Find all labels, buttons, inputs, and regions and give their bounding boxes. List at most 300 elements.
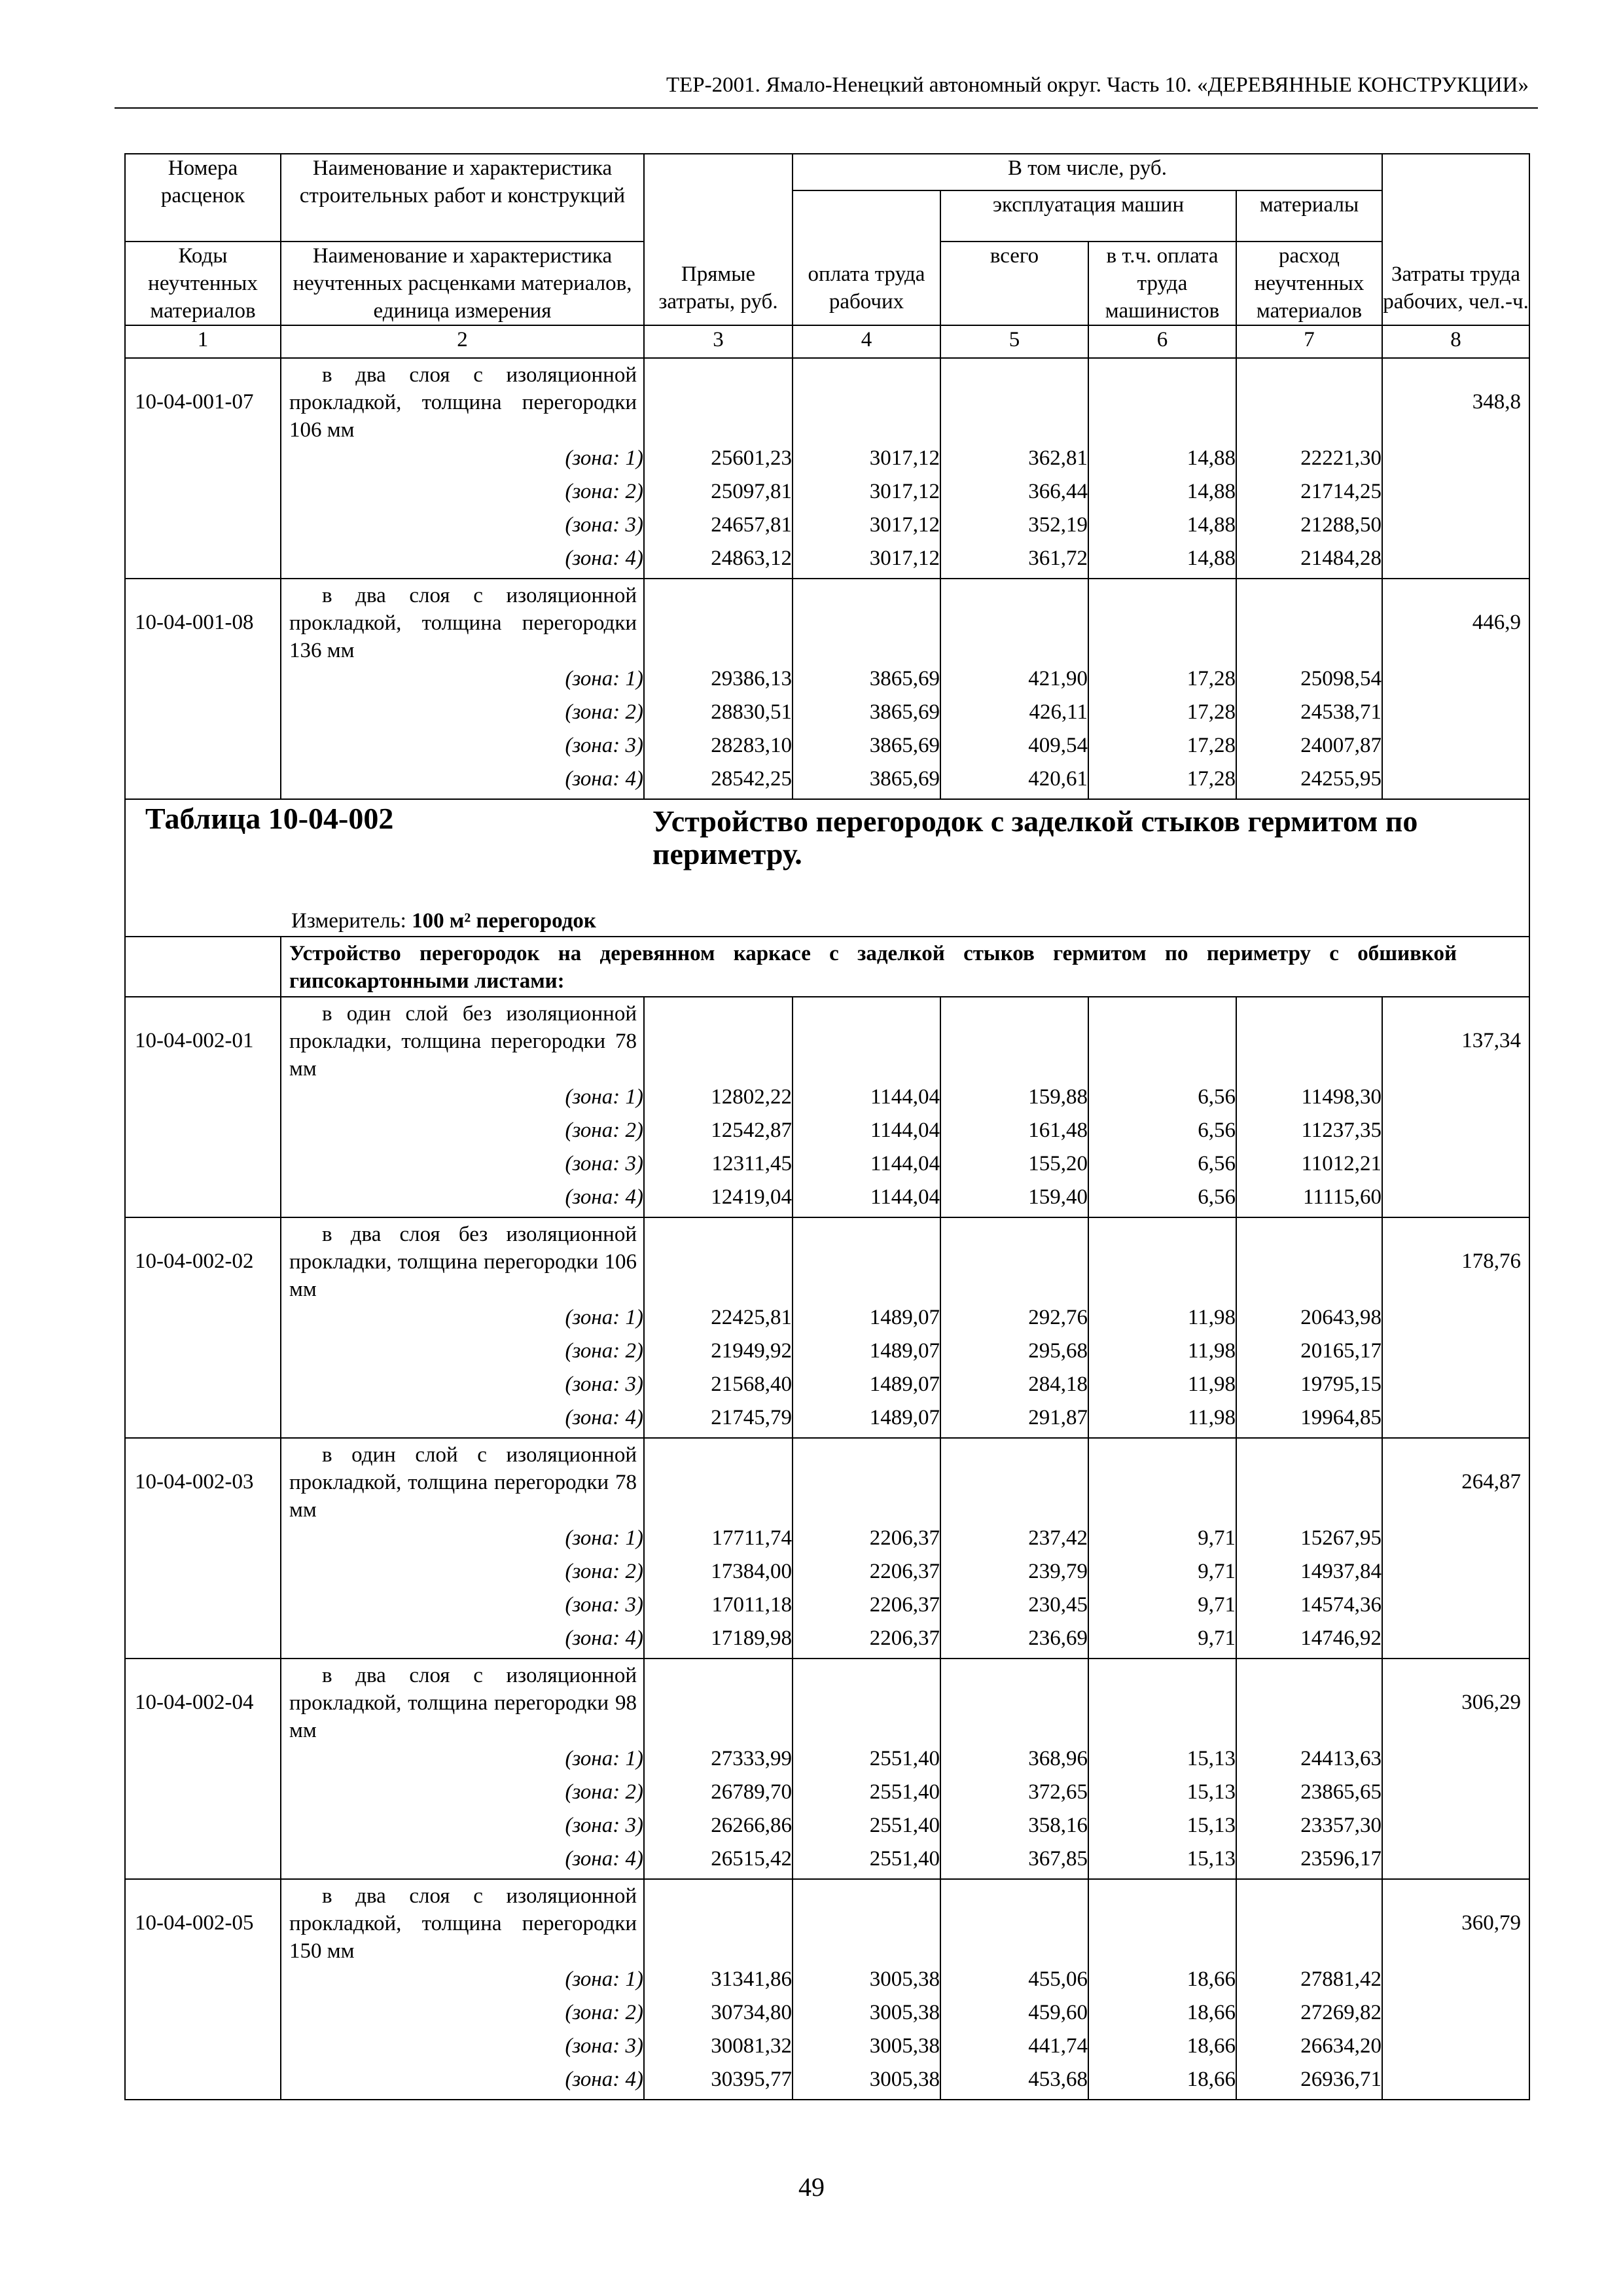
rate-name-text: в один слой без изоляционной прокладки, толщина перегородки 78 мм bbox=[289, 1002, 637, 1081]
empty-cell bbox=[125, 1371, 281, 1404]
zone-value: 25098,54 bbox=[1236, 665, 1382, 698]
empty-cell bbox=[793, 579, 940, 665]
empty-cell bbox=[125, 545, 281, 579]
zone-row bbox=[125, 1183, 1529, 1217]
zone-label: (зона: 2) bbox=[281, 478, 644, 511]
empty-cell bbox=[1088, 1659, 1236, 1745]
table-title: Устройство перегородок с заделкой стыков гермитом по периметру. bbox=[652, 804, 1418, 870]
zone-value: 30081,32 bbox=[644, 2032, 793, 2066]
zone-row bbox=[125, 1624, 1529, 1659]
zone-value: 25601,23 bbox=[644, 444, 793, 478]
empty-cell bbox=[1382, 1624, 1529, 1659]
empty-cell bbox=[125, 1183, 281, 1217]
zone-value: 21484,28 bbox=[1236, 545, 1382, 579]
zone-row bbox=[125, 1558, 1529, 1591]
zone-value: 3005,38 bbox=[793, 1965, 940, 1999]
labor-cost: 446,9 bbox=[1382, 579, 1529, 665]
zone-value: 26515,42 bbox=[644, 1845, 793, 1879]
zone-value: 362,81 bbox=[940, 444, 1088, 478]
zone-value: 2551,40 bbox=[793, 1745, 940, 1778]
rate-title-row bbox=[125, 1659, 1529, 1745]
zone-value: 295,68 bbox=[940, 1337, 1088, 1371]
empty-cell bbox=[125, 1304, 281, 1337]
zone-value: 14,88 bbox=[1088, 545, 1236, 579]
zone-label: (зона: 3) bbox=[281, 511, 644, 545]
zone-value: 18,66 bbox=[1088, 2032, 1236, 2066]
zone-value: 21949,92 bbox=[644, 1337, 793, 1371]
zone-value: 28283,10 bbox=[644, 732, 793, 765]
zone-value: 20643,98 bbox=[1236, 1304, 1382, 1337]
zone-value: 22221,30 bbox=[1236, 444, 1382, 478]
rate-name-text: в два слоя с изоляционной прокладкой, толщина перегородки 106 мм bbox=[289, 363, 637, 442]
empty-cell bbox=[644, 1438, 793, 1524]
zone-value: 284,18 bbox=[940, 1371, 1088, 1404]
rate-title-row bbox=[125, 1438, 1529, 1524]
zone-value: 237,42 bbox=[940, 1524, 1088, 1558]
zone-label: (зона: 3) bbox=[281, 732, 644, 765]
labor-cost: 264,87 bbox=[1382, 1438, 1529, 1524]
empty-cell bbox=[1382, 1337, 1529, 1371]
zone-value: 3005,38 bbox=[793, 2066, 940, 2100]
zone-row bbox=[125, 1778, 1529, 1812]
zone-row bbox=[125, 2066, 1529, 2100]
zone-value: 2551,40 bbox=[793, 1778, 940, 1812]
empty-cell bbox=[125, 1404, 281, 1438]
empty-cell bbox=[644, 1659, 793, 1745]
empty-cell bbox=[1382, 1965, 1529, 1999]
zone-value: 159,88 bbox=[940, 1083, 1088, 1117]
empty-cell bbox=[1236, 579, 1382, 665]
zone-value: 2551,40 bbox=[793, 1845, 940, 1879]
zone-value: 421,90 bbox=[940, 665, 1088, 698]
zone-value: 29386,13 bbox=[644, 665, 793, 698]
zone-value: 28542,25 bbox=[644, 765, 793, 799]
empty-cell bbox=[125, 937, 281, 997]
zone-label: (зона: 4) bbox=[281, 765, 644, 799]
zone-value: 17011,18 bbox=[644, 1591, 793, 1624]
machines-header: эксплуатация машин bbox=[940, 190, 1236, 242]
zone-row bbox=[125, 1304, 1529, 1337]
zone-value: 15,13 bbox=[1088, 1745, 1236, 1778]
empty-cell bbox=[1382, 2032, 1529, 2066]
empty-cell bbox=[125, 1624, 281, 1659]
zone-value: 6,56 bbox=[1088, 1083, 1236, 1117]
empty-cell bbox=[1382, 1524, 1529, 1558]
zone-label: (зона: 3) bbox=[281, 1812, 644, 1845]
empty-cell bbox=[793, 1879, 940, 1965]
zone-value: 455,06 bbox=[940, 1965, 1088, 1999]
empty-cell bbox=[1382, 1558, 1529, 1591]
empty-cell bbox=[125, 511, 281, 545]
zone-value: 17189,98 bbox=[644, 1624, 793, 1659]
zone-label: (зона: 1) bbox=[281, 1965, 644, 1999]
empty-cell bbox=[793, 1659, 940, 1745]
measure-label: Измеритель: bbox=[291, 909, 406, 933]
zone-value: 236,69 bbox=[940, 1624, 1088, 1659]
zone-value: 21714,25 bbox=[1236, 478, 1382, 511]
zone-value: 22425,81 bbox=[644, 1304, 793, 1337]
zone-value: 9,71 bbox=[1088, 1524, 1236, 1558]
zone-row bbox=[125, 1591, 1529, 1624]
zone-value: 26789,70 bbox=[644, 1778, 793, 1812]
rate-title-row bbox=[125, 358, 1529, 444]
col-number: 7 bbox=[1236, 325, 1382, 358]
zone-value: 23357,30 bbox=[1236, 1812, 1382, 1845]
zone-value: 2206,37 bbox=[793, 1624, 940, 1659]
zone-label: (зона: 4) bbox=[281, 2066, 644, 2100]
rate-code: 10-04-002-02 bbox=[125, 1217, 281, 1304]
zone-value: 14746,92 bbox=[1236, 1624, 1382, 1659]
zone-row bbox=[125, 511, 1529, 545]
zone-value: 17,28 bbox=[1088, 665, 1236, 698]
zone-value: 1144,04 bbox=[793, 1150, 940, 1183]
empty-cell bbox=[125, 1337, 281, 1371]
empty-cell bbox=[125, 444, 281, 478]
empty-cell bbox=[940, 1879, 1088, 1965]
zone-value: 31341,86 bbox=[644, 1965, 793, 1999]
zone-value: 21568,40 bbox=[644, 1371, 793, 1404]
empty-cell bbox=[1236, 1659, 1382, 1745]
zone-value: 14937,84 bbox=[1236, 1558, 1382, 1591]
zone-row bbox=[125, 2032, 1529, 2066]
empty-cell bbox=[940, 1659, 1088, 1745]
col-number: 4 bbox=[793, 325, 940, 358]
col-number: 8 bbox=[1382, 325, 1529, 358]
zone-value: 27881,42 bbox=[1236, 1965, 1382, 1999]
zone-value: 6,56 bbox=[1088, 1117, 1236, 1150]
measure-value: 100 м² перегородок bbox=[412, 909, 596, 933]
empty-cell bbox=[1236, 997, 1382, 1083]
zone-row bbox=[125, 765, 1529, 799]
empty-cell bbox=[1382, 1999, 1529, 2032]
zone-label: (зона: 1) bbox=[281, 1304, 644, 1337]
zone-label: (зона: 2) bbox=[281, 1999, 644, 2032]
empty-cell bbox=[125, 1778, 281, 1812]
zone-value: 11237,35 bbox=[1236, 1117, 1382, 1150]
section-subtitle: Устройство перегородок на деревянном каркасе с заделкой стыков гермитом по периметру с обшивкой гипсокартонными листами: bbox=[281, 937, 1529, 997]
zone-value: 3017,12 bbox=[793, 511, 940, 545]
empty-cell bbox=[125, 2066, 281, 2100]
zone-value: 368,96 bbox=[940, 1745, 1088, 1778]
zone-row bbox=[125, 1083, 1529, 1117]
col-1-header-b: Коды неучтенных материалов bbox=[125, 242, 281, 325]
zone-row bbox=[125, 545, 1529, 579]
empty-cell bbox=[793, 358, 940, 444]
zone-value: 15267,95 bbox=[1236, 1524, 1382, 1558]
empty-cell bbox=[644, 579, 793, 665]
zone-value: 26266,86 bbox=[644, 1812, 793, 1845]
zone-label: (зона: 1) bbox=[281, 1524, 644, 1558]
section-title-cell bbox=[125, 799, 1529, 937]
zone-value: 23596,17 bbox=[1236, 1845, 1382, 1879]
zone-value: 367,85 bbox=[940, 1845, 1088, 1879]
zone-value: 25097,81 bbox=[644, 478, 793, 511]
zone-value: 14,88 bbox=[1088, 444, 1236, 478]
rate-name bbox=[281, 1217, 644, 1304]
zone-label: (зона: 4) bbox=[281, 1624, 644, 1659]
zone-label: (зона: 1) bbox=[281, 1745, 644, 1778]
empty-cell bbox=[644, 1217, 793, 1304]
empty-cell bbox=[940, 997, 1088, 1083]
zone-value: 24863,12 bbox=[644, 545, 793, 579]
col-number: 1 bbox=[125, 325, 281, 358]
zone-label: (зона: 4) bbox=[281, 545, 644, 579]
rate-name-text: в два слоя без изоляционной прокладки, толщина перегородки 106 мм bbox=[289, 1223, 637, 1301]
zone-label: (зона: 3) bbox=[281, 2032, 644, 2066]
col-8-header: Затраты труда рабочих, чел.-ч. bbox=[1382, 154, 1529, 325]
zone-value: 26936,71 bbox=[1236, 2066, 1382, 2100]
rate-code: 10-04-002-05 bbox=[125, 1879, 281, 1965]
empty-cell bbox=[1236, 1217, 1382, 1304]
empty-cell bbox=[1382, 511, 1529, 545]
zone-value: 2206,37 bbox=[793, 1591, 940, 1624]
zone-row bbox=[125, 1117, 1529, 1150]
zone-value: 11,98 bbox=[1088, 1404, 1236, 1438]
zone-label: (зона: 2) bbox=[281, 1778, 644, 1812]
empty-cell bbox=[125, 1558, 281, 1591]
zone-value: 420,61 bbox=[940, 765, 1088, 799]
rate-title-row bbox=[125, 579, 1529, 665]
empty-cell bbox=[1088, 579, 1236, 665]
empty-cell bbox=[1382, 1845, 1529, 1879]
rates-table bbox=[124, 153, 1530, 2100]
labor-cost: 360,79 bbox=[1382, 1879, 1529, 1965]
col-number: 2 bbox=[281, 325, 644, 358]
empty-cell bbox=[1088, 1438, 1236, 1524]
included-header: В том числе, руб. bbox=[793, 154, 1382, 190]
col-6-header: в т.ч. оплата труда машинистов bbox=[1088, 242, 1236, 325]
empty-cell bbox=[1088, 1879, 1236, 1965]
zone-value: 453,68 bbox=[940, 2066, 1088, 2100]
zone-value: 18,66 bbox=[1088, 1999, 1236, 2032]
zone-label: (зона: 1) bbox=[281, 444, 644, 478]
zone-row bbox=[125, 478, 1529, 511]
zone-label: (зона: 3) bbox=[281, 1150, 644, 1183]
zone-value: 3865,69 bbox=[793, 698, 940, 732]
zone-value: 1489,07 bbox=[793, 1304, 940, 1337]
zone-value: 409,54 bbox=[940, 732, 1088, 765]
zone-value: 459,60 bbox=[940, 1999, 1088, 2032]
zone-value: 9,71 bbox=[1088, 1558, 1236, 1591]
zone-value: 18,66 bbox=[1088, 1965, 1236, 1999]
zone-value: 12419,04 bbox=[644, 1183, 793, 1217]
rate-name bbox=[281, 1659, 644, 1745]
zone-row bbox=[125, 1845, 1529, 1879]
zone-value: 18,66 bbox=[1088, 2066, 1236, 2100]
empty-cell bbox=[125, 1150, 281, 1183]
empty-cell bbox=[125, 1117, 281, 1150]
subtitle-row bbox=[125, 937, 1529, 997]
zone-label: (зона: 2) bbox=[281, 1558, 644, 1591]
empty-cell bbox=[1382, 1745, 1529, 1778]
rate-code: 10-04-001-08 bbox=[125, 579, 281, 665]
zone-value: 11,98 bbox=[1088, 1371, 1236, 1404]
empty-cell bbox=[1236, 358, 1382, 444]
rate-name-text: в два слоя с изоляционной прокладкой, толщина перегородки 136 мм bbox=[289, 584, 637, 662]
empty-cell bbox=[1088, 1217, 1236, 1304]
zone-value: 155,20 bbox=[940, 1150, 1088, 1183]
zone-value: 291,87 bbox=[940, 1404, 1088, 1438]
empty-cell bbox=[1382, 478, 1529, 511]
zone-row bbox=[125, 1745, 1529, 1778]
zone-value: 24255,95 bbox=[1236, 765, 1382, 799]
zone-value: 3017,12 bbox=[793, 444, 940, 478]
zone-value: 1144,04 bbox=[793, 1117, 940, 1150]
zone-value: 24538,71 bbox=[1236, 698, 1382, 732]
rate-name bbox=[281, 579, 644, 665]
zone-value: 2206,37 bbox=[793, 1558, 940, 1591]
empty-cell bbox=[1382, 765, 1529, 799]
zone-row bbox=[125, 665, 1529, 698]
zone-value: 1144,04 bbox=[793, 1083, 940, 1117]
empty-cell bbox=[1382, 1083, 1529, 1117]
zone-value: 24657,81 bbox=[644, 511, 793, 545]
zone-value: 3865,69 bbox=[793, 665, 940, 698]
zone-value: 15,13 bbox=[1088, 1845, 1236, 1879]
zone-value: 3005,38 bbox=[793, 2032, 940, 2066]
col-2-header-b: Наименование и характеристика неучтенных расценками материалов, единица измерения bbox=[281, 242, 644, 325]
zone-value: 24007,87 bbox=[1236, 732, 1382, 765]
col-7-header: расход неучтенных материалов bbox=[1236, 242, 1382, 325]
empty-cell bbox=[644, 358, 793, 444]
empty-cell bbox=[125, 478, 281, 511]
empty-cell bbox=[1382, 1591, 1529, 1624]
rate-name-text: в два слоя с изоляционной прокладкой, толщина перегородки 150 мм bbox=[289, 1884, 637, 1963]
empty-cell bbox=[1382, 732, 1529, 765]
zone-value: 24413,63 bbox=[1236, 1745, 1382, 1778]
empty-cell bbox=[1382, 1150, 1529, 1183]
rate-name bbox=[281, 358, 644, 444]
empty-cell bbox=[125, 1524, 281, 1558]
section-title-box bbox=[126, 800, 1529, 936]
zone-value: 366,44 bbox=[940, 478, 1088, 511]
zone-value: 15,13 bbox=[1088, 1812, 1236, 1845]
rates-table-body bbox=[125, 154, 1529, 2100]
rate-title-row bbox=[125, 997, 1529, 1083]
zone-row bbox=[125, 1999, 1529, 2032]
rate-name-text: в два слоя с изоляционной прокладкой, толщина перегородки 98 мм bbox=[289, 1664, 637, 1742]
header-row-1 bbox=[125, 154, 1529, 190]
zone-value: 21745,79 bbox=[644, 1404, 793, 1438]
zone-value: 19795,15 bbox=[1236, 1371, 1382, 1404]
zone-value: 11,98 bbox=[1088, 1337, 1236, 1371]
empty-cell bbox=[793, 1438, 940, 1524]
rate-code: 10-04-002-03 bbox=[125, 1438, 281, 1524]
zone-value: 1144,04 bbox=[793, 1183, 940, 1217]
zone-value: 12542,87 bbox=[644, 1117, 793, 1150]
zone-value: 14,88 bbox=[1088, 478, 1236, 511]
zone-value: 17,28 bbox=[1088, 732, 1236, 765]
zone-value: 11498,30 bbox=[1236, 1083, 1382, 1117]
zone-value: 30395,77 bbox=[644, 2066, 793, 2100]
rate-code: 10-04-002-01 bbox=[125, 997, 281, 1083]
empty-cell bbox=[1382, 444, 1529, 478]
empty-cell bbox=[1236, 1879, 1382, 1965]
col-number: 5 bbox=[940, 325, 1088, 358]
rate-code: 10-04-002-04 bbox=[125, 1659, 281, 1745]
empty-cell bbox=[1382, 1778, 1529, 1812]
zone-row bbox=[125, 732, 1529, 765]
zone-value: 3017,12 bbox=[793, 478, 940, 511]
empty-cell bbox=[125, 732, 281, 765]
labor-cost: 306,29 bbox=[1382, 1659, 1529, 1745]
zone-label: (зона: 4) bbox=[281, 1845, 644, 1879]
zone-label: (зона: 2) bbox=[281, 1337, 644, 1371]
rate-name bbox=[281, 1438, 644, 1524]
empty-cell bbox=[1236, 1438, 1382, 1524]
col-3-header: Прямые затраты, руб. bbox=[644, 154, 793, 325]
zone-row bbox=[125, 1337, 1529, 1371]
labor-cost: 137,34 bbox=[1382, 997, 1529, 1083]
empty-cell bbox=[125, 2032, 281, 2066]
zone-value: 372,65 bbox=[940, 1778, 1088, 1812]
zone-value: 441,74 bbox=[940, 2032, 1088, 2066]
empty-cell bbox=[125, 1083, 281, 1117]
zone-value: 15,13 bbox=[1088, 1778, 1236, 1812]
empty-cell bbox=[1382, 665, 1529, 698]
col-1-header-a: Номера расценок bbox=[125, 154, 281, 242]
zone-value: 27333,99 bbox=[644, 1745, 793, 1778]
rate-name-text: в один слой с изоляционной прокладкой, толщина перегородки 78 мм bbox=[289, 1443, 637, 1522]
empty-cell bbox=[125, 1812, 281, 1845]
zone-row bbox=[125, 698, 1529, 732]
zone-row bbox=[125, 1812, 1529, 1845]
zone-value: 12802,22 bbox=[644, 1083, 793, 1117]
col-2-header-a: Наименование и характеристика строительных работ и конструкций bbox=[281, 154, 644, 242]
col-4-header: оплата труда рабочих bbox=[793, 190, 940, 325]
empty-cell bbox=[1088, 997, 1236, 1083]
empty-cell bbox=[125, 698, 281, 732]
column-number-row bbox=[125, 325, 1529, 358]
zone-value: 161,48 bbox=[940, 1117, 1088, 1150]
zone-value: 11115,60 bbox=[1236, 1183, 1382, 1217]
zone-row bbox=[125, 1371, 1529, 1404]
empty-cell bbox=[644, 997, 793, 1083]
zone-value: 9,71 bbox=[1088, 1624, 1236, 1659]
zone-label: (зона: 3) bbox=[281, 1371, 644, 1404]
zone-value: 23865,65 bbox=[1236, 1778, 1382, 1812]
empty-cell bbox=[793, 1217, 940, 1304]
zone-value: 239,79 bbox=[940, 1558, 1088, 1591]
empty-cell bbox=[125, 1965, 281, 1999]
zone-value: 27269,82 bbox=[1236, 1999, 1382, 2032]
labor-cost: 178,76 bbox=[1382, 1217, 1529, 1304]
zone-value: 2551,40 bbox=[793, 1812, 940, 1845]
materials-header: материалы bbox=[1236, 190, 1382, 242]
zone-value: 17,28 bbox=[1088, 698, 1236, 732]
empty-cell bbox=[1382, 1404, 1529, 1438]
empty-cell bbox=[793, 997, 940, 1083]
empty-cell bbox=[1382, 1371, 1529, 1404]
empty-cell bbox=[125, 665, 281, 698]
empty-cell bbox=[940, 579, 1088, 665]
zone-value: 3865,69 bbox=[793, 732, 940, 765]
empty-cell bbox=[125, 765, 281, 799]
zone-label: (зона: 1) bbox=[281, 665, 644, 698]
zone-value: 292,76 bbox=[940, 1304, 1088, 1337]
zone-value: 26634,20 bbox=[1236, 2032, 1382, 2066]
zone-value: 17384,00 bbox=[644, 1558, 793, 1591]
empty-cell bbox=[125, 1745, 281, 1778]
zone-label: (зона: 2) bbox=[281, 698, 644, 732]
empty-cell bbox=[940, 358, 1088, 444]
zone-value: 14574,36 bbox=[1236, 1591, 1382, 1624]
empty-cell bbox=[644, 1879, 793, 1965]
page-number: 49 bbox=[798, 2172, 825, 2202]
col-number: 6 bbox=[1088, 325, 1236, 358]
col-number: 3 bbox=[644, 325, 793, 358]
zone-value: 21288,50 bbox=[1236, 511, 1382, 545]
